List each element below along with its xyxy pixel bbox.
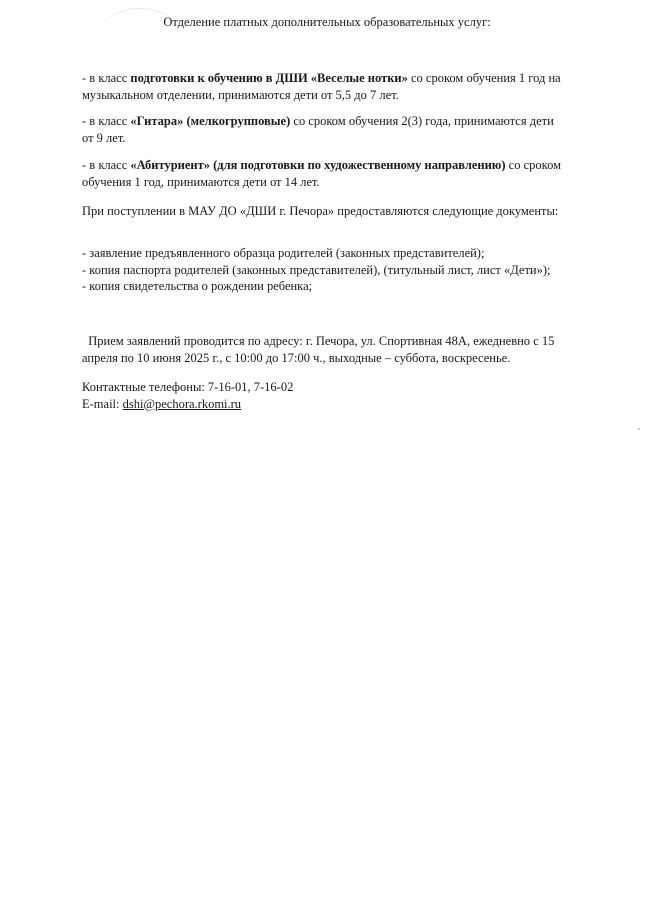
p3-bold: «Абитуриент» (для подготовки по художественному направлению) [130, 158, 506, 172]
reception-info [82, 333, 582, 366]
documents-list-item: - копия свидетельства о рождении ребенка; [82, 279, 313, 293]
p3-line2: обучения 1 год, принимаются дети от 14 лет. [82, 174, 320, 189]
p3-prefix: - в класс [82, 158, 131, 172]
page-heading: Отделение платных дополнительных образовательных услуг: [163, 15, 491, 29]
email-label: E-mail: [82, 396, 123, 411]
documents-list-item: - заявление предъявленного образца родителей (законных представителей); [82, 246, 485, 260]
paragraph-abiturient [82, 157, 582, 190]
scan-speck [638, 428, 640, 430]
p3-suffix: со сроком [505, 158, 561, 172]
email-link[interactable]: dshi@pechora.rkomi.ru [122, 396, 242, 411]
paragraph-gitara [82, 113, 582, 146]
contact-phones: Контактные телефоны: 7-16-01, 7-16-02 [82, 380, 294, 394]
p1-bold: подготовки к обучению в ДШИ «Веселые нотки» [130, 71, 408, 85]
reception-line2: апреля по 10 июня 2025 г., с 10:00 до 17:00 ч., выходные – суббота, воскресенье. [82, 350, 511, 365]
paragraph-vesyolye-notki [82, 70, 582, 103]
documents-intro [82, 203, 582, 220]
p2-bold: «Гитара» (мелкогрупповые) [130, 114, 291, 128]
contacts [82, 379, 582, 412]
documents-intro-text: При поступлении в МАУ ДО «ДШИ г. Печора» предоставляются следующие документы: [82, 204, 559, 218]
p2-line2: от 9 лет. [82, 130, 126, 145]
documents-list-item: - копия паспорта родителей (законных представителей), (титульный лист, лист «Дети»); [82, 262, 551, 277]
p1-suffix: со сроком обучения 1 год на [407, 71, 561, 85]
documents-list [82, 245, 582, 295]
p1-prefix: - в класс [82, 71, 131, 85]
reception-line1: Прием заявлений проводится по адресу: г. Печора, ул. Спортивная 48А, ежедневно с 15 [82, 334, 555, 348]
p2-suffix: со сроком обучения 2(3) года, принимаются дети [290, 114, 554, 128]
p2-prefix: - в класс [82, 114, 131, 128]
p1-line2: музыкальном отделении, принимаются дети от 5,5 до 7 лет. [82, 87, 399, 102]
